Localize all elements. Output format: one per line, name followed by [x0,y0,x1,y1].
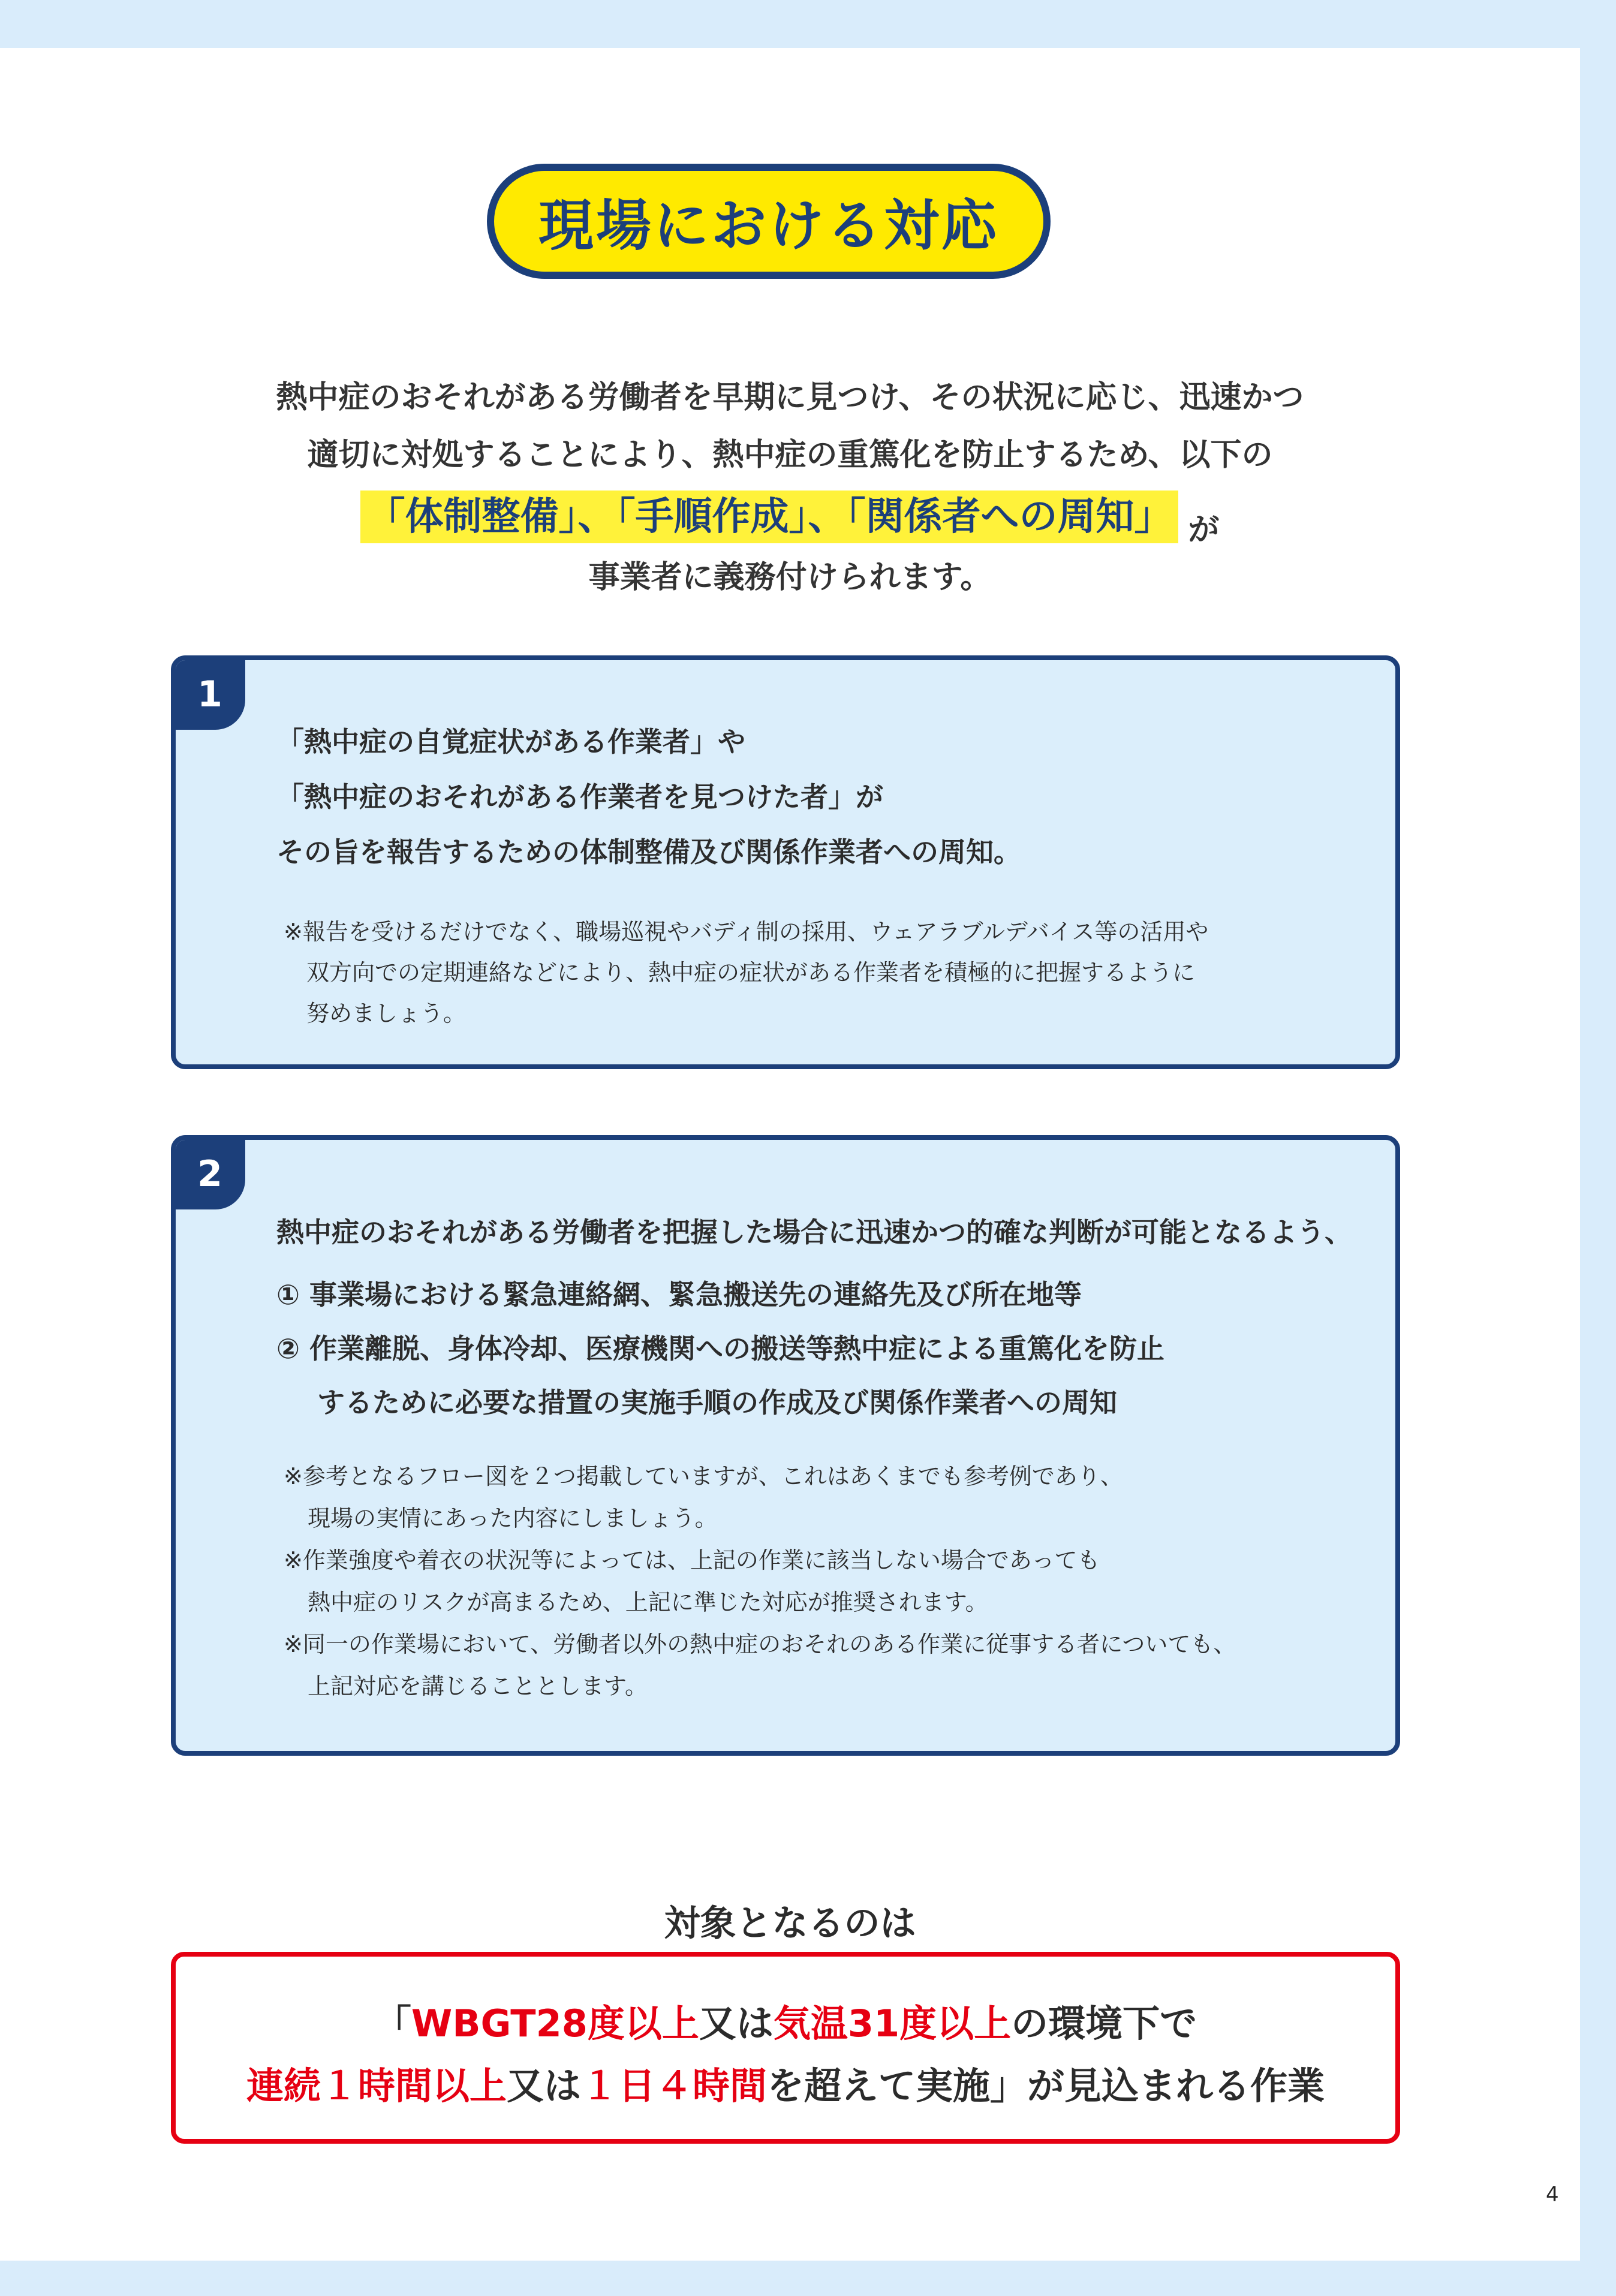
requirement-box-2 [171,1135,1400,1756]
page-title: 現場における対応 [487,164,1051,279]
requirement-box-1 [171,655,1400,1069]
box1-line-1: 「熱中症の自覚症状がある作業者」や [276,726,745,758]
box2-item-1: ① 事業場における緊急連絡網、緊急搬送先の連絡先及び所在地等 [276,1278,1082,1311]
target-condition-wbgt: WBGT28度以上 [411,2002,699,2045]
target-line-2-tail: を超えて実施」が見込まれる作業 [767,2064,1325,2108]
intro-highlight: 「体制整備」、「手順作成」、「関係者への周知」 [360,491,1178,543]
box2-note-2: 現場の実情にあった内容にしましょう。 [308,1505,718,1531]
box2-lead: 熱中症のおそれがある労働者を把握した場合に迅速かつ的確な判断が可能となるよう、 [276,1216,1352,1248]
box1-line-2: 「熱中症のおそれがある作業者を見つけた者」が [276,781,883,813]
intro-highlight-suffix: が [1188,512,1220,548]
box1-line-3: その旨を報告するための体制整備及び関係作業者への周知。 [276,836,1021,868]
target-open-bracket: 「 [374,2002,411,2045]
box2-note-4: 熱中症のリスクが高まるため、上記に準じた対応が推奨されます。 [308,1589,988,1615]
box2-note-6: 上記対応を講じることとします。 [308,1673,648,1699]
intro-line-1: 熱中症のおそれがある労働者を早期に見つけ、その状況に応じ、迅速かつ [276,380,1304,416]
box2-note-1: ※参考となるフロー図を２つ掲載していますが、これはあくまでも参考例であり、 [284,1463,1123,1489]
box2-item-2-cont: するために必要な措置の実施手順の作成及び関係作業者への周知 [317,1386,1117,1419]
box2-note-5: ※同一の作業場において、労働者以外の熱中症のおそれのある作業に従事する者についても、 [284,1631,1236,1657]
target-or-1: 又は [699,2002,774,2045]
target-line-1 [176,1994,1395,2047]
box2-item-2: ② 作業離脱、身体冷却、医療機関への搬送等熱中症による重篤化を防止 [276,1332,1164,1365]
target-heading: 対象となるのは [664,1903,916,1945]
box1-note-1: ※報告を受けるだけでなく、職場巡視やバディ制の採用、ウェアラブルデバイス等の活用や [284,919,1209,945]
target-or-2: 又は [506,2064,581,2108]
target-line-1-tail: の環境下で [1011,2002,1197,2045]
target-box [171,1952,1400,2144]
target-line-2 [176,2056,1395,2110]
intro-line-4: 事業者に義務付けられます。 [588,559,992,595]
box1-note-2: 双方向での定期連絡などにより、熱中症の症状がある作業者を積極的に把握するように [306,959,1196,986]
intro-highlight-line [0,491,1580,549]
target-condition-daily: １日４時間 [581,2064,768,2108]
intro-line-2: 適切に対処することにより、熱中症の重篤化を防止するため、以下の [307,437,1273,473]
target-condition-continuous: 連続１時間以上 [246,2064,507,2108]
box-number-badge: 1 [174,659,245,730]
target-condition-temp: 気温31度以上 [773,2002,1012,2045]
box1-note-3: 努めましょう。 [306,1000,467,1027]
page-number: 4 [1546,2183,1559,2207]
box-number-badge: 2 [174,1139,245,1209]
box2-note-3: ※作業強度や着衣の状況等によっては、上記の作業に該当しない場合であっても [284,1547,1100,1573]
